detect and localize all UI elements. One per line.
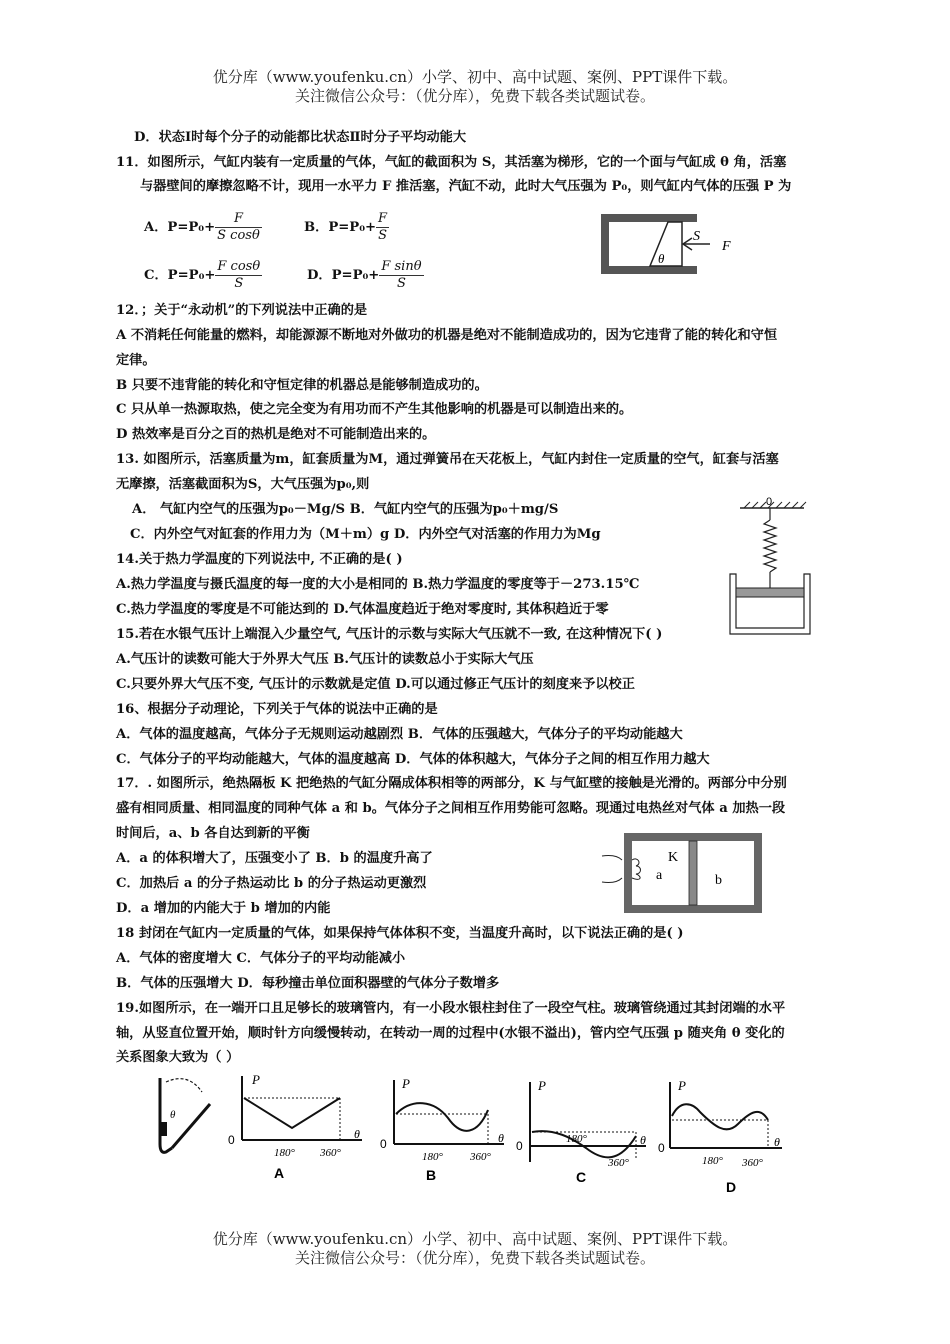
gas-a-label: a bbox=[656, 868, 663, 883]
cylinder-bottom-wall bbox=[601, 266, 697, 274]
q17-stem-line1: 17．. 如图所示，绝热隔板 K 把绝热的气缸分隔成体积相等的两部分，K 与气缸壁的接触是光滑的。两部分中分别 bbox=[116, 776, 787, 791]
q11-stem-line2: 与器壁间的摩擦忽略不计，现用一水平力 F 推活塞，汽缸不动，此时大气压强为 P₀，则气缸内气体的压强 P 为 bbox=[140, 179, 792, 194]
cylinder-top-wall bbox=[601, 214, 697, 222]
area-label: S bbox=[693, 229, 700, 244]
q17-options-ab: A．a 的体积增大了，压强变小了 B．b 的温度升高了 bbox=[116, 851, 433, 866]
q16-options-cd: C．气体分子的平均动能越大，气体的温度越高 D．气体的体积越大，气体分子之间的相互作用力越大 bbox=[116, 752, 710, 767]
q16-options-ab: A．气体的温度越高，气体分子无规则运动越剧烈 B．气体的压强越大，气体分子的平均动能越大 bbox=[116, 727, 683, 742]
cylinder-end-wall bbox=[601, 214, 609, 274]
force-label: F bbox=[722, 239, 731, 254]
graph-c-p-label: P bbox=[538, 1078, 546, 1093]
graph-c-theta-label: θ bbox=[640, 1133, 646, 1147]
mercury-column bbox=[161, 1122, 167, 1136]
graph-c-label: C bbox=[576, 1169, 587, 1184]
q12-option-c: C 只从单一热源取热，使之完全变为有用功而不产生其他影响的机器是可以制造出来的。 bbox=[116, 402, 633, 417]
q13-spring-cylinder-figure bbox=[724, 494, 820, 640]
q15-stem: 15.若在水银气压计上端混入少量空气, 气压计的示数与实际大气压就不一致, 在这种情况下( ) bbox=[116, 627, 663, 642]
q14-options-cd: C.热力学温度的零度是不可能达到的 D.气体温度趋近于绝对零度时, 其体积趋近于零 bbox=[116, 602, 609, 617]
graph-b-curve bbox=[396, 1103, 488, 1131]
partition-label: K bbox=[668, 850, 679, 865]
heater-leads bbox=[602, 856, 622, 883]
graph-a-curve bbox=[244, 1098, 340, 1128]
heating-coil bbox=[632, 859, 641, 879]
partition-k bbox=[689, 841, 697, 905]
q14-options-ab: A.热力学温度与摄氏温度的每一度的大小是相同的 B.热力学温度的零度等于－273.15℃ bbox=[116, 577, 640, 592]
graph-b-label: B bbox=[426, 1167, 437, 1182]
page-header-line1: 优分库（www.youfenku.cn）小学、初中、高中试题、案例、PPT课件下载。 bbox=[212, 68, 738, 86]
q18-options-ac: A．气体的密度增大 C．气体分子的平均动能减小 bbox=[116, 951, 406, 966]
page-footer-line1: 优分库（www.youfenku.cn）小学、初中、高中试题、案例、PPT课件下载。 bbox=[212, 1230, 738, 1248]
q17-option-c: C．加热后 a 的分子热运动比 b 的分子热运动更激烈 bbox=[116, 876, 427, 891]
graph-a-theta-label: θ bbox=[354, 1127, 360, 1141]
piston-trapezoid bbox=[650, 222, 682, 266]
ceiling-point-label: 0 bbox=[766, 496, 773, 508]
graph-d-tick-180: 180° bbox=[702, 1155, 723, 1167]
page-header-line2: 关注微信公众号：（优分库），免费下载各类试题试卷。 bbox=[294, 87, 655, 105]
piston bbox=[736, 588, 804, 597]
q11-option-a: A．P=P₀+ $\frac{F}{\text{S cosθ}}$ bbox=[144, 211, 260, 243]
q11-cylinder-figure bbox=[598, 208, 748, 280]
q14-stem: 14.关于热力学温度的下列说法中, 不正确的是( ) bbox=[116, 552, 403, 567]
q11-option-d: D．P=P₀+ $\frac{\text{F sinθ}}{S}$ bbox=[307, 259, 422, 291]
spring bbox=[764, 520, 776, 572]
q19-stem-line2: 轴，从竖直位置开始，顺时针方向缓慢转动，在转动一周的过程中(水银不溢出)，管内空气压强 p 随夹角 θ 变化的 bbox=[116, 1026, 785, 1041]
q18-stem: 18 封闭在气缸内一定质量的气体，如果保持气体体积不变，当温度升高时，以下说法正确的是( ) bbox=[116, 926, 684, 941]
gas-b-label: b bbox=[715, 873, 722, 888]
q13-options-ab: A． 气缸内空气的压强为p₀－Mg/S B．气缸内空气的压强为p₀＋mg/S bbox=[132, 502, 559, 517]
q12-option-a-line1: A 不消耗任何能量的燃料，却能源源不断地对外做功的机器是绝对不能制造成功的，因为它违背了能的转化和守恒 bbox=[116, 328, 778, 343]
q18-options-bd: B．气体的压强增大 D．每秒撞击单位面积器壁的气体分子数增多 bbox=[116, 976, 500, 991]
graph-a-origin-label: 0 bbox=[228, 1133, 235, 1147]
graph-d-curve bbox=[672, 1104, 768, 1129]
q13-options-cd: C．内外空气对缸套的作用力为（M＋m）g D．内外空气对活塞的作用力为Mg bbox=[130, 527, 601, 542]
q15-options-cd: C.只要外界大气压不变, 气压计的示数就是定值 D.可以通过修正气压计的刻度来予以校正 bbox=[116, 677, 635, 692]
q11-option-b: B．P=P₀+ $\frac{F}{S}$ bbox=[304, 211, 388, 243]
q12-option-b: B 只要不违背能的转化和守恒定律的机器总是能够制造成功的。 bbox=[116, 378, 488, 393]
q11-stem-line1: 11．如图所示，气缸内装有一定质量的气体，气缸的截面积为 S，其活塞为梯形，它的一个面与气缸成 θ 角，活塞 bbox=[116, 155, 787, 170]
graph-d-origin-label: 0 bbox=[658, 1141, 665, 1155]
q16-stem: 16、根据分子动理论，下列关于气体的说法中正确的是 bbox=[116, 702, 438, 717]
page-footer-line2: 关注微信公众号：（优分库），免费下载各类试题试卷。 bbox=[294, 1249, 655, 1267]
q10-option-d: D．状态Ⅰ时每个分子的动能都比状态Ⅱ时分子平均动能大 bbox=[134, 130, 467, 145]
graph-b-theta-label: θ bbox=[498, 1131, 504, 1145]
rotation-arc bbox=[166, 1079, 202, 1092]
q13-stem-line2: 无摩擦，活塞截面积为S，大气压强为p₀,则 bbox=[116, 477, 370, 492]
graph-a-tick-180: 180° bbox=[274, 1147, 295, 1159]
graph-d-label: D bbox=[726, 1179, 737, 1195]
graph-c-tick-180: 180° bbox=[566, 1133, 587, 1145]
q11-option-c: C．P=P₀+ $\frac{\text{F cosθ}}{S}$ bbox=[144, 259, 261, 291]
tube-theta-label: θ bbox=[170, 1109, 176, 1121]
graph-d-theta-label: θ bbox=[774, 1135, 780, 1149]
graph-b-p-label: P bbox=[402, 1076, 410, 1091]
graph-b-origin-label: 0 bbox=[380, 1137, 387, 1151]
q12-stem: 12．；关于“永动机”的下列说法中正确的是 bbox=[116, 303, 368, 318]
graph-c-tick-360: 360° bbox=[608, 1157, 629, 1169]
q19-tube-figure bbox=[150, 1074, 220, 1158]
q19-graph-a bbox=[222, 1068, 372, 1180]
q17-stem-line3: 时间后，a、b 各自达到新的平衡 bbox=[116, 826, 310, 841]
theta-label: θ bbox=[658, 251, 665, 266]
graph-b-tick-180: 180° bbox=[422, 1151, 443, 1163]
q12-option-a-line2: 定律。 bbox=[116, 353, 156, 368]
q19-stem-line1: 19.如图所示，在一端开口且足够长的玻璃管内，有一小段水银柱封住了一段空气柱。玻璃管绕通过其封闭端的水平 bbox=[116, 1001, 786, 1016]
q13-stem-line1: 13. 如图所示，活塞质量为m，缸套质量为M，通过弹簧吊在天花板上，气缸内封住一定质量的空气，缸套与活塞 bbox=[116, 452, 779, 467]
q17-option-d: D．a 增加的内能大于 b 增加的内能 bbox=[116, 901, 331, 916]
graph-d-p-label: P bbox=[678, 1078, 686, 1093]
q19-graph-d bbox=[656, 1072, 790, 1196]
q17-cylinder-figure bbox=[598, 830, 766, 918]
graph-a-p-label: P bbox=[252, 1072, 260, 1087]
q17-stem-line2: 盛有相同质量、相同温度的同种气体 a 和 b。气体分子之间相互作用势能可忽略。现通过电热丝对气体 a 加热一段 bbox=[116, 801, 786, 816]
graph-a-label: A bbox=[274, 1165, 285, 1180]
graph-a-tick-360: 360° bbox=[320, 1147, 341, 1159]
q19-graph-c bbox=[512, 1072, 658, 1184]
q12-option-d: D 热效率是百分之百的热机是绝对不可能制造出来的。 bbox=[116, 427, 436, 442]
graph-d-tick-360: 360° bbox=[742, 1157, 763, 1169]
graph-c-origin-label: 0 bbox=[516, 1139, 523, 1153]
q15-options-ab: A.气压计的读数可能大于外界大气压 B.气压计的读数总小于实际大气压 bbox=[116, 652, 534, 667]
q19-graph-b bbox=[372, 1070, 512, 1182]
graph-b-tick-360: 360° bbox=[470, 1151, 491, 1163]
ceiling-hatching bbox=[744, 502, 806, 508]
q19-stem-line3: 关系图象大致为（ ） bbox=[116, 1050, 240, 1065]
rotated-tube bbox=[172, 1104, 210, 1148]
